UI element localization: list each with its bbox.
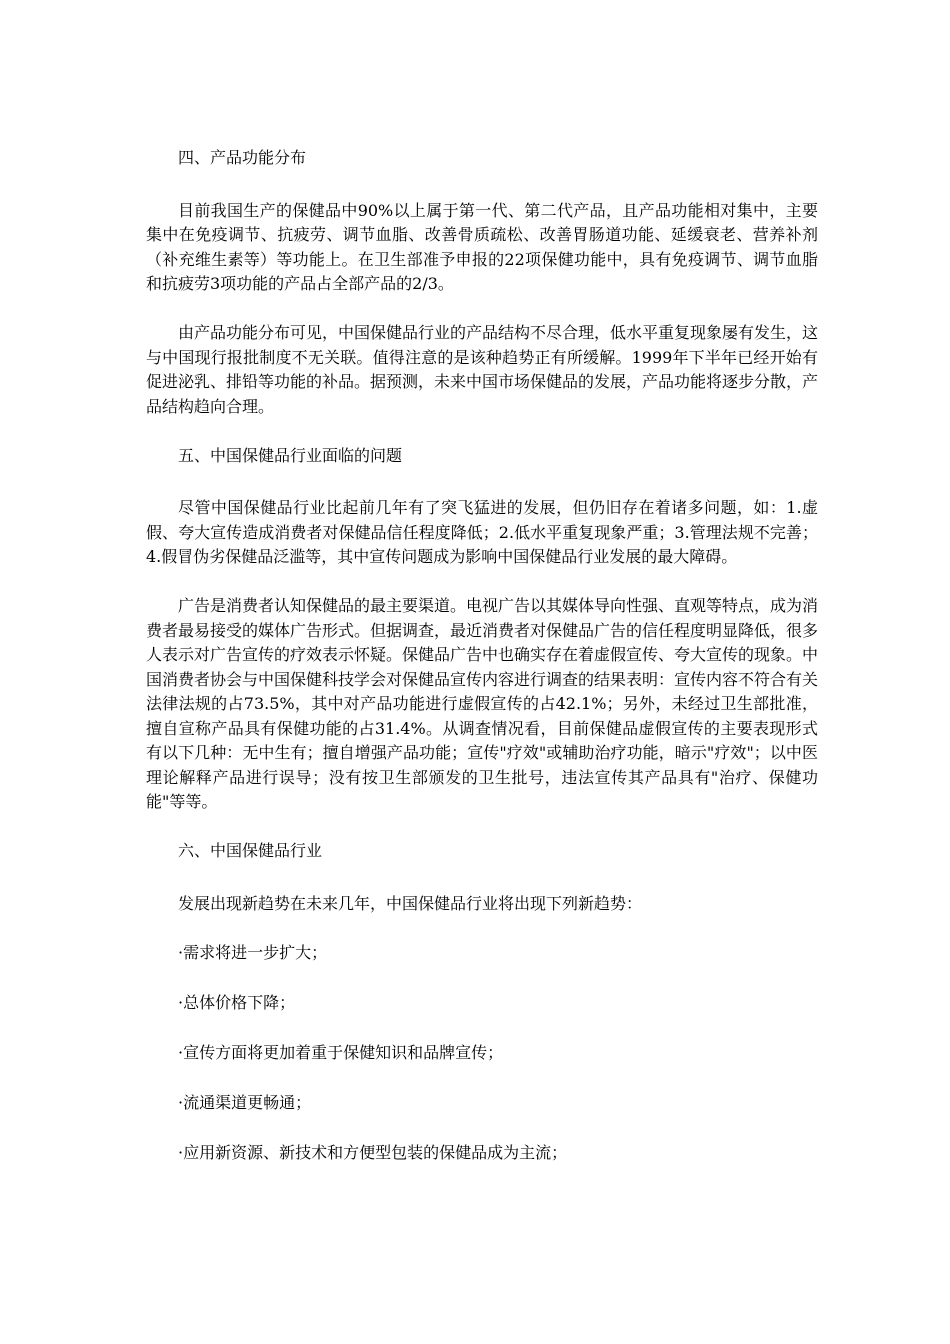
- list-item: ·宣传方面将更加着重于保健知识和品牌宣传；: [178, 1042, 504, 1062]
- paragraph-function-distribution: 由产品功能分布可见，中国保健品行业的产品结构不尽合理，低水平重复现象屡有发生，这与中国现行报批制度不无关联。值得注意的是该种趋势正有所缓解。1999年下半年已经开始有促进泌乳、排铅等功能的补品。据预测，未来中国市场保健品的发展，产品功能将逐步分散，产品结构趋向合理。: [146, 323, 819, 416]
- list-item: ·需求将进一步扩大；: [178, 942, 328, 962]
- list-item: ·总体价格下降；: [178, 992, 296, 1012]
- document-page: [146, 146, 818, 1191]
- section-heading-industry-problems: 五、中国保健品行业面临的问题: [178, 445, 403, 465]
- section-heading-industry-trends: 六、中国保健品行业: [178, 841, 323, 860]
- list-item: ·应用新资源、新技术和方便型包装的保健品成为主流；: [178, 1142, 568, 1162]
- paragraph-industry-problems: 尽管中国保健品行业比起前几年有了突飞猛进的发展，但仍旧存在着诸多问题，如：1.虚假、夸大宣传造成消费者对保健品信任程度降低；2.低水平重复现象严重；3.管理法规不完善；4.假冒伪劣保健品泛滥等，其中宣传问题成为影响中国保健品行业发展的最大障碍。: [146, 498, 818, 566]
- paragraph-trends-intro: 发展出现新趋势在未来几年，中国保健品行业将出现下列新趋势：: [178, 893, 643, 913]
- paragraph-function-concentration: 目前我国生产的保健品中90%以上属于第一代、第二代产品，且产品功能相对集中，主要集中在免疫调节、抗疲劳、调节血脂、改善骨质疏松、改善胃肠道功能、延缓衰老、营养补剂（补充维生素等）等功能上。在卫生部准予申报的22项保健功能中，具有免疫调节、调节血脂和抗疲劳3项功能的产品占全部产品的2/3。: [146, 200, 818, 293]
- paragraph-advertising: 广告是消费者认知保健品的最主要渠道。电视广告以其媒体导向性强、直观等特点，成为消费者最易接受的媒体广告形式。但据调查，最近消费者对保健品广告的信任程度明显降低，很多人表示对广告宣传的疗效表示怀疑。保健品广告中也确实存在着虚假宣传、夸大宣传的现象。中国消费者协会与中国保健科技学会对保健品宣传内容进行调查的结果表明：宣传内容不符合有关法律法规的占73.5%，其中对产品功能进行虚假宣传的占42.1%；另外，未经过卫生部批准，擅自宣称产品具有保健功能的占31.4%。从调查情况看，目前保健品虚假宣传的主要表现形式有以下几种：无中生有；擅自增强产品功能；宣传"疗效"或辅助治疗功能，暗示"疗效"；以中医理论解释产品进行误导；没有按卫生部颁发的卫生批号，违法宣传其产品具有"治疗、保健功能"等等。: [146, 596, 819, 811]
- section-heading-product-function: 四、产品功能分布: [178, 148, 307, 167]
- list-item: ·流通渠道更畅通；: [178, 1092, 312, 1112]
